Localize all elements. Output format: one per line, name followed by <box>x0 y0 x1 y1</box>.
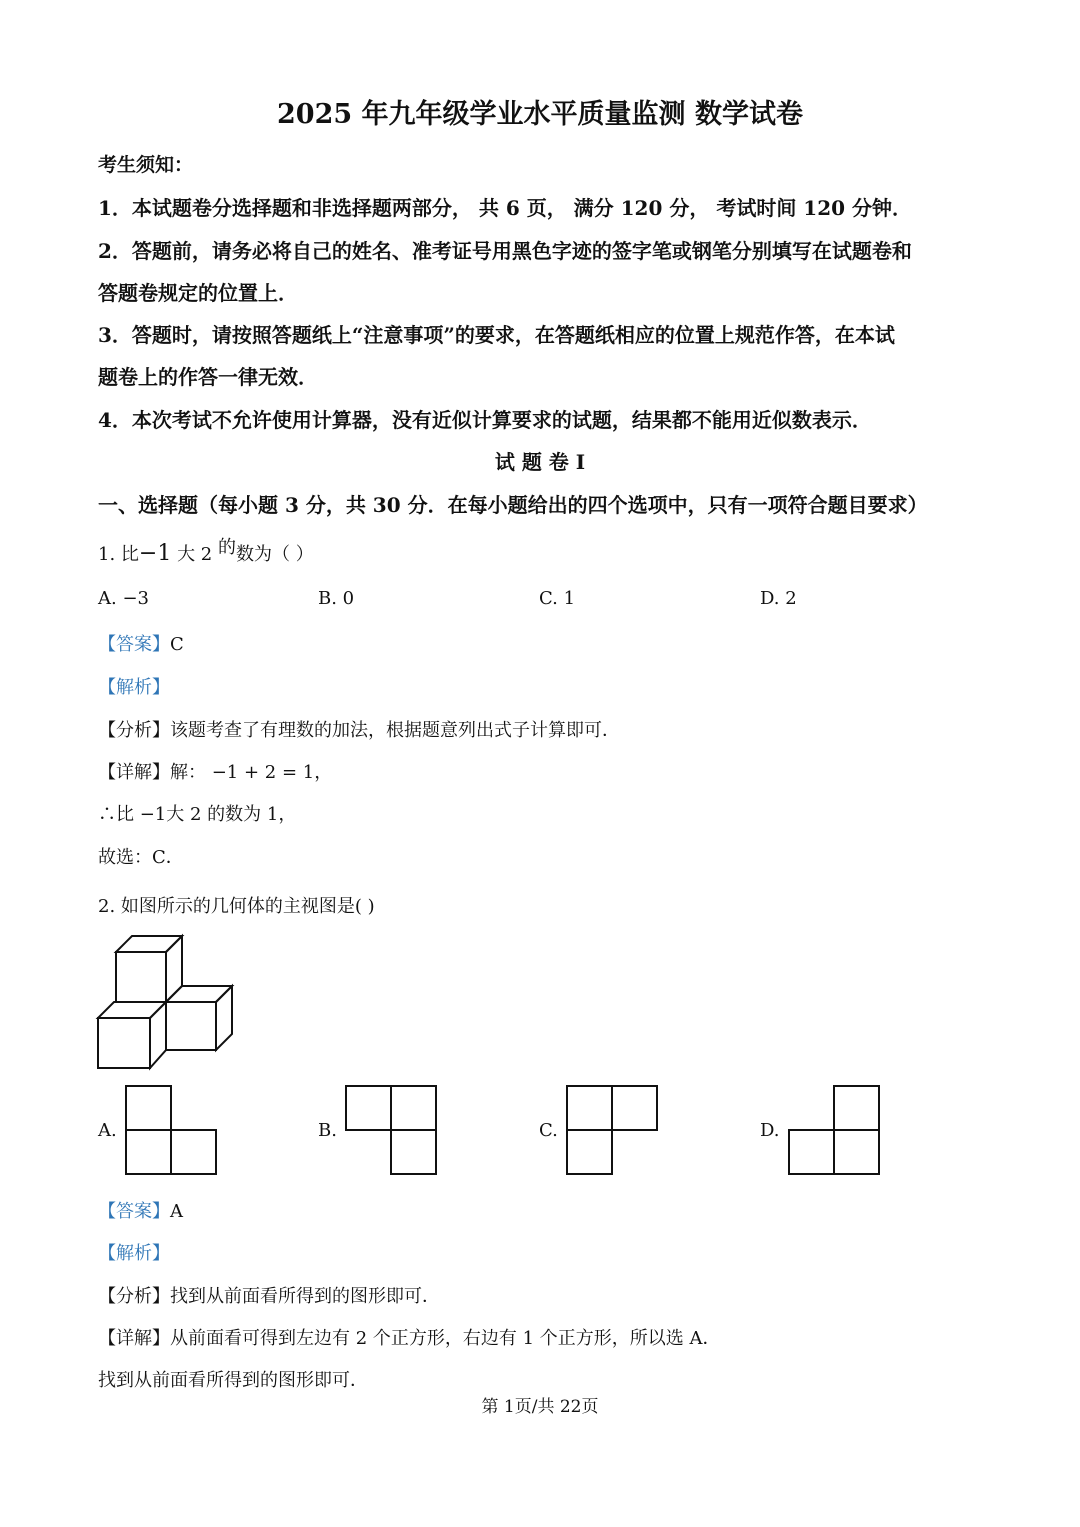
q1-answer-tag: 【答案】 <box>98 634 170 655</box>
q1-fenxi-tag: 【分析】 <box>98 720 170 741</box>
q2-answer-value: A <box>170 1201 183 1222</box>
q1-choice: 故选：C． <box>98 847 184 868</box>
notice-item-3: 3．答题时，请按照答题纸上“注意事项”的要求，在答题纸相应的位置上规范作答，在本试 <box>98 323 895 347</box>
q2-fenxi <box>98 1282 440 1308</box>
q1-xiangjie <box>98 758 332 784</box>
q1-option-b: B. 0 <box>318 588 355 609</box>
q1-option-d: D. 2 <box>760 588 797 609</box>
q2-option-b-figure <box>344 1084 440 1176</box>
q1-xiangjie-text: 解： −1 + 2 = 1， <box>170 762 333 783</box>
q1-stem-d: 数为（ ） <box>235 544 314 565</box>
notice-item-2: 2．答题前，请务必将自己的姓名、准考证号用黑色字迹的签字笔或钢笔分别填写在试题卷和 <box>98 239 912 263</box>
q2-solid-figure <box>92 928 242 1073</box>
q2-xiangjie <box>98 1324 721 1350</box>
q1-stem-c: 的 <box>217 537 236 558</box>
page-footer: 第 1页/共 22页 <box>481 1397 599 1417</box>
q1-option-c: C. 1 <box>539 588 576 609</box>
q1-fenxi-text: 该题考查了有理数的加法，根据题意列出式子计算即可． <box>170 720 620 741</box>
q1-answer-value: C <box>170 634 184 655</box>
q1-xiangjie-tag: 【详解】 <box>98 762 170 783</box>
q2-stem: 2. 如图所示的几何体的主视图是( ) <box>98 896 375 917</box>
q2-option-a-figure <box>124 1084 220 1176</box>
q2-fenxi-text: 找到从前面看所得到的图形即可． <box>170 1286 440 1307</box>
q2-answer <box>98 1197 183 1223</box>
q1-answer <box>98 630 184 656</box>
notice-heading: 考生须知： <box>98 154 194 176</box>
q2-option-c-figure <box>565 1084 661 1176</box>
q2-xiangjie-text: 从前面看可得到左边有 2 个正方形，右边有 1 个正方形，所以选 A． <box>170 1328 721 1349</box>
q1-fenxi <box>98 716 620 742</box>
q2-xiangjie-tag: 【详解】 <box>98 1328 170 1349</box>
q2-option-d-label: D. <box>760 1120 780 1141</box>
q1-option-a: A. −3 <box>98 588 149 609</box>
q2-option-c-label: C. <box>539 1120 558 1141</box>
notice-item-4: 4．本次考试不允许使用计算器，没有近似计算要求的试题，结果都不能用近似数表示． <box>98 408 872 432</box>
q2-analysis-tag: 【解析】 <box>98 1243 170 1264</box>
q2-summary: 找到从前面看所得到的图形即可． <box>98 1370 368 1391</box>
paper-title: 试 题 卷 I <box>494 450 586 474</box>
q1-conclusion: ∴比 −1大 2 的数为 1， <box>98 804 297 825</box>
notice-item-2-cont: 答题卷规定的位置上． <box>98 281 298 305</box>
q2-option-d-figure <box>787 1084 883 1176</box>
q2-answer-tag: 【答案】 <box>98 1201 170 1222</box>
q1-stem-num: −1 <box>138 541 172 566</box>
q2-option-b-label: B. <box>318 1120 337 1141</box>
notice-item-3-cont: 题卷上的作答一律无效． <box>98 365 318 389</box>
section-heading: 一、选择题（每小题 3 分，共 30 分．在每小题给出的四个选项中，只有一项符合题目要求） <box>98 493 928 517</box>
q2-fenxi-tag: 【分析】 <box>98 1286 170 1307</box>
q1-stem-b: 大 2 <box>171 544 218 565</box>
q2-option-a-label: A. <box>98 1120 117 1141</box>
notice-item-1: 1．本试题卷分选择题和非选择题两部分， 共 6 页， 满分 120 分， 考试时间 120 分钟． <box>98 196 912 220</box>
q1-stem <box>98 537 314 566</box>
q1-analysis-tag: 【解析】 <box>98 677 170 698</box>
page-title: 2025 年九年级学业水平质量监测 数学试卷 <box>277 99 803 130</box>
q1-stem-a: 1. 比 <box>98 544 139 565</box>
